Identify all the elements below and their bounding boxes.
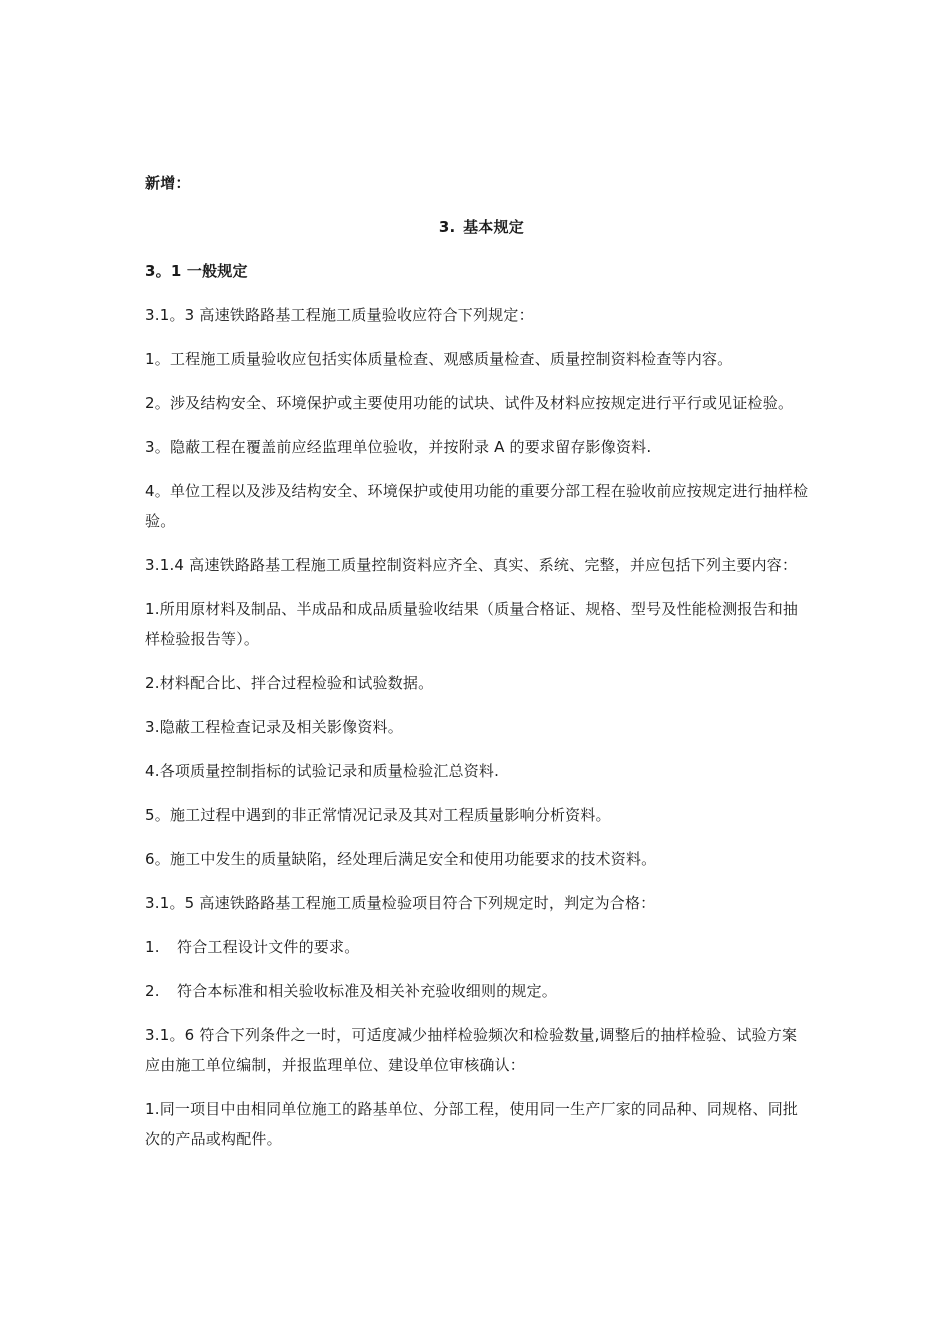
list-item-text: 符合本标准和相关验收标准及相关补充验收细则的规定。 (177, 982, 558, 1000)
chapter-heading (145, 212, 810, 242)
document-body (145, 168, 810, 1168)
chapter-number: 3. (438, 218, 456, 236)
paragraph: 1。工程施工质量验收应包括实体质量检查、观感质量检查、质量控制资料检查等内容。 (145, 350, 733, 368)
list-item-number: 2. (145, 982, 160, 1000)
list-item (145, 976, 810, 1006)
paragraph: 4.各项质量控制指标的试验记录和质量检验汇总资料. (145, 762, 500, 780)
paragraph: 1.所用原材料及制品、半成品和成品质量验收结果（质量合格证、规格、型号及性能检测报告和抽样检验报告等）。 (145, 600, 799, 648)
paragraph: 1.同一项目中由相同单位施工的路基单位、分部工程，使用同一生产厂家的同品种、同规格、同批次的产品或构配件。 (145, 1100, 799, 1148)
section-title: 3。1 一般规定 (145, 262, 248, 280)
paragraph: 6。施工中发生的质量缺陷，经处理后满足安全和使用功能要求的技术资料。 (145, 850, 657, 868)
paragraph: 3.隐蔽工程检查记录及相关影像资料。 (145, 718, 403, 736)
list-item-text: 符合工程设计文件的要求。 (177, 938, 360, 956)
list-item (145, 932, 810, 962)
paragraph: 4。单位工程以及涉及结构安全、环境保护或使用功能的重要分部工程在验收前应按规定进行抽样检验。 (145, 482, 809, 530)
paragraph: 2。涉及结构安全、环境保护或主要使用功能的试块、试件及材料应按规定进行平行或见证检验。 (145, 394, 794, 412)
paragraph: 3.1.4 高速铁路路基工程施工质量控制资料应齐全、真实、系统、完整，并应包括下列主要内容： (145, 556, 798, 574)
added-label: 新增： (145, 174, 191, 192)
chapter-title: 基本规定 (463, 218, 524, 236)
paragraph: 2.材料配合比、拌合过程检验和试验数据。 (145, 674, 434, 692)
paragraph: 3。隐蔽工程在覆盖前应经监理单位验收，并按附录 A 的要求留存影像资料. (145, 438, 652, 456)
paragraph: 3.1。5 高速铁路路基工程施工质量检验项目符合下列规定时，判定为合格： (145, 894, 656, 912)
paragraph: 3.1。3 高速铁路路基工程施工质量验收应符合下列规定： (145, 306, 534, 324)
paragraph: 5。施工过程中遇到的非正常情况记录及其对工程质量影响分析资料。 (145, 806, 611, 824)
paragraph: 3.1。6 符合下列条件之一时，可适度减少抽样检验频次和检验数量,调整后的抽样检验、试验方案应由施工单位编制，并报监理单位、建设单位审核确认： (145, 1026, 798, 1074)
list-item-number: 1. (145, 938, 160, 956)
